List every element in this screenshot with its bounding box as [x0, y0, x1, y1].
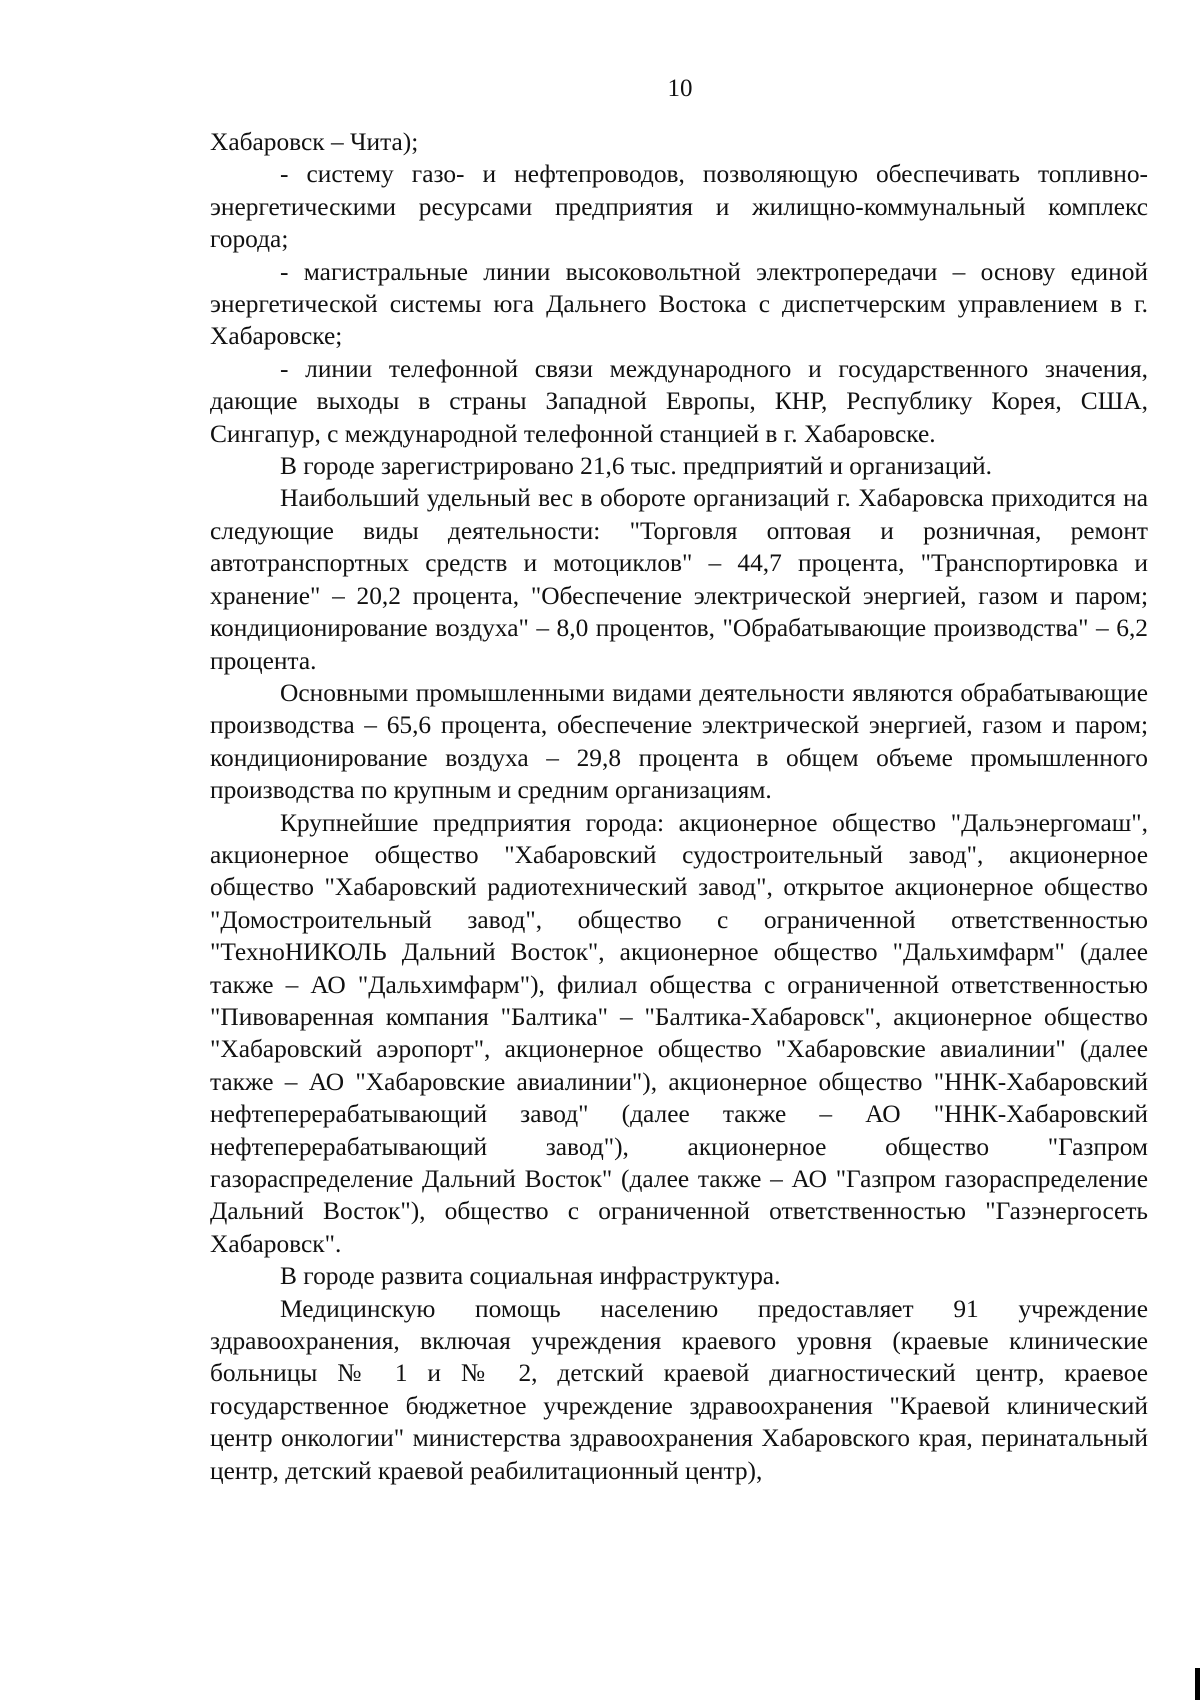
paragraph-industrial-activities: Основными промышленными видами деятельности являются обрабатывающие производства – 65,6 процента, обеспечение электрической энергией, газом и паром; кондиционирование воздуха – 29,8 процента в общем объеме промышленного производства по крупным и средним организациям. [210, 678, 1148, 805]
page-number: 10 [667, 75, 693, 102]
paragraph-continuation: Хабаровск – Чита); [210, 128, 419, 156]
list-item-power-lines: - магистральные линии высоковольтной электропередачи – основу единой энергетической системы юга Дальнего Востока с диспетчерским управлением в г. Хабаровске; [210, 257, 1148, 351]
list-item-telephone-lines: - линии телефонной связи международного и государственного значения, дающие выходы в страны Западной Европы, КНР, Республику Корея, США, Сингапур, с международной телефонной станцией в г. Хабаровске. [210, 354, 1148, 448]
paragraph-social-infrastructure: В городе развита социальная инфраструктура. [280, 1262, 781, 1291]
paragraph-registered-enterprises: В городе зарегистрировано 21,6 тыс. предприятий и организаций. [280, 452, 992, 481]
paragraph-medical-care: Медицинскую помощь населению предоставляет 91 учреждение здравоохранения, включая учреждения краевого уровня (краевые клинические больницы № 1 и № 2, детский краевой диагностический центр, краевое государственное бюджетное учреждение здравоохранения "Краевой клинический центр онкологии" министерства здравоохранения Хабаровского края, перинатальный центр, детский краевой реабилитационный центр), [210, 1294, 1148, 1485]
paragraph-turnover-share: Наибольший удельный вес в обороте организаций г. Хабаровска приходится на следующие виды деятельности: "Торговля оптовая и розничная, ремонт автотранспортных средств и мотоциклов" – 44,7 процента, "Транспортировка и хранение" – 20,2 процента, "Обеспечение электрической энергией, газом и паром; кондиционирование воздуха" – 8,0 процентов, "Обрабатывающие производства" – 6,2 процента. [210, 484, 1148, 675]
document-body [210, 126, 1148, 1487]
page-edge-mark [1195, 1668, 1200, 1700]
list-item-pipelines: - систему газо- и нефтепроводов, позволяющую обеспечивать топливно-энергетическими ресурсами предприятия и жилищно-коммунальный комплекс города; [210, 160, 1148, 254]
paragraph-largest-enterprises: Крупнейшие предприятия города: акционерное общество "Дальэнергомаш", акционерное общество "Хабаровский судостроительный завод", акционерное общество "Хабаровский радиотехнический завод", открытое акционерное общество "Домостроительный завод", общество с ограниченной ответственностью "ТехноНИКОЛЬ Дальний Восток", акционерное общество "Дальхимфарм" (далее также – АО "Дальхимфарм"), филиал общества с ограниченной ответственностью "Пивоваренная компания "Балтика" – "Балтика-Хабаровск", акционерное общество "Хабаровский аэропорт", акционерное общество "Хабаровские авиалинии" (далее также – АО "Хабаровские авиалинии"), акционерное общество "ННК-Хабаровский нефтеперерабатывающий завод" (далее также – АО "ННК-Хабаровский нефтеперерабатывающий завод"), акционерное общество "Газпром газораспределение Дальний Восток" (далее также – АО "Газпром газораспределение Дальний Восток"), общество с ограниченной ответственностью "Газэнергосеть Хабаровск". [210, 808, 1148, 1258]
